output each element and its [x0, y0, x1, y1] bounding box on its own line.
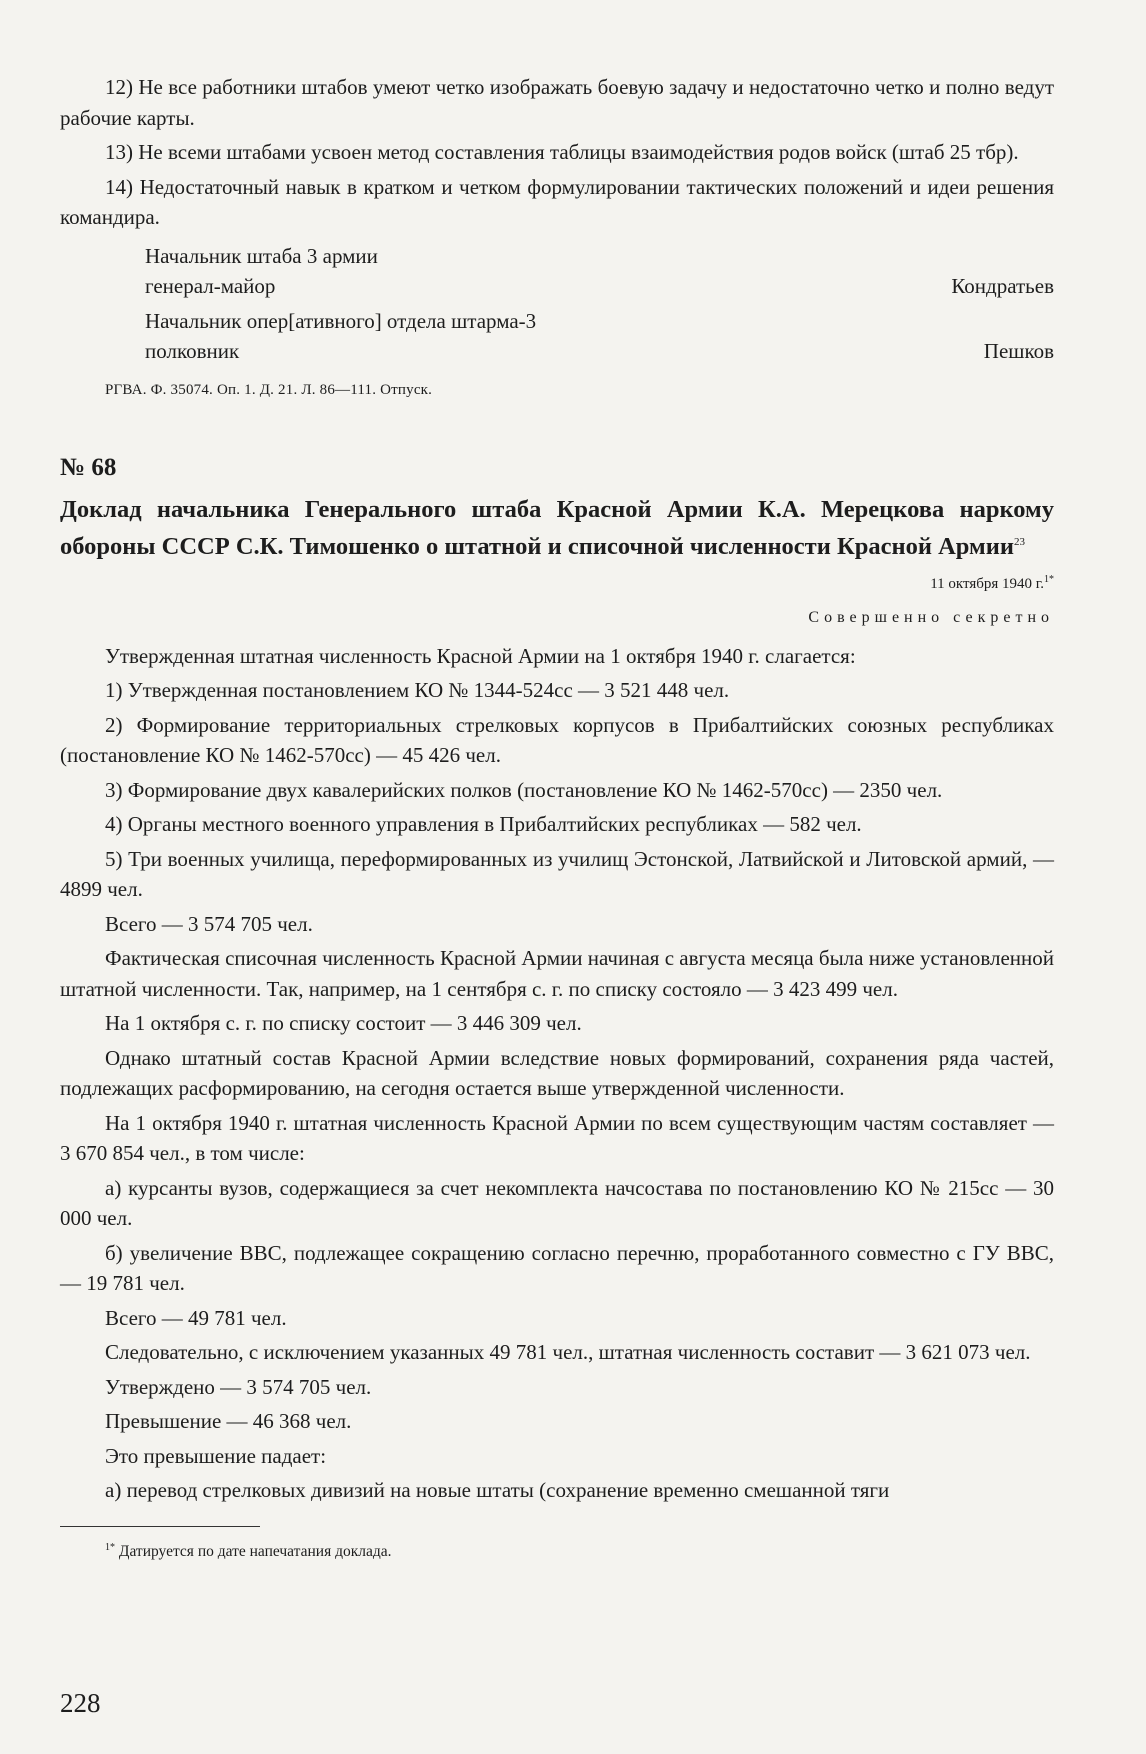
paragraph: Следовательно, с исключением указанных 49 781 чел., штатная численность составит — 3 621 073 чел.	[105, 1340, 1031, 1365]
signature-line-2	[60, 271, 1054, 302]
total-line: Всего — 3 574 705 чел.	[105, 911, 313, 936]
document-title	[60, 493, 1054, 563]
list-item: а) перевод стрелковых дивизий на новые штаты (сохранение временно смешанной тяги	[105, 1478, 890, 1503]
list-item: 1) Утвержденная постановлением КО № 1344-524сс — 3 521 448 чел.	[105, 678, 730, 703]
list-item: 3) Формирование двух кавалерийских полков (постановление КО № 1462-570сс) — 2350 чел.	[105, 777, 943, 802]
item-13: 13) Не всеми штабами усвоен метод составления таблицы взаимодействия родов войск (штаб 25 тбр).	[105, 140, 1019, 164]
paragraph: Утверждено — 3 574 705 чел.	[105, 1374, 372, 1399]
footnote-text: Датируется по дате напечатания доклада.	[118, 1542, 392, 1560]
paragraph: Превышение — 46 368 чел.	[105, 1409, 352, 1434]
signature-line-4	[60, 336, 1054, 367]
signature-name-1: Кондратьев	[951, 274, 1054, 298]
signature-title-1: Начальник штаба 3 армии	[145, 243, 378, 268]
archive-source: РГВА. Ф. 35074. Оп. 1. Д. 21. Л. 86—111. Отпуск.	[105, 381, 433, 398]
footnote-mark: 1*	[105, 1541, 115, 1553]
signature-line-3	[60, 306, 1054, 337]
page-content	[60, 72, 1054, 1563]
date-footnote-ref: 1*	[1044, 573, 1054, 585]
document-date	[60, 569, 1054, 595]
paragraph: На 1 октября с. г. по списку состоит — 3 446 309 чел.	[105, 1011, 582, 1036]
classification-label: Совершенно секретно	[808, 608, 1054, 626]
list-item: 4) Органы местного военного управления в Прибалтийских республиках — 582 чел.	[105, 812, 862, 837]
document-date-text: 11 октября 1940 г.	[930, 575, 1044, 592]
item-12: 12) Не все работники штабов умеют четко изображать боевую задачу и недостаточно четко и полно ведут рабочие карты.	[60, 75, 1054, 130]
signature-rank-2: полковник	[145, 339, 240, 363]
signature-title-2: Начальник опер[ативного] отдела штарма-3	[145, 308, 537, 333]
paragraph: Однако штатный состав Красной Армии вследствие новых формирований, сохранения ряда частей, подлежащих расформированию, на сегодня остается выше утвержденной численности.	[60, 1045, 1054, 1101]
item-14: 14) Недостаточный навык в кратком и четком формулировании тактических положений и идеи решения командира.	[60, 174, 1054, 229]
total-line: Всего — 49 781 чел.	[105, 1305, 287, 1330]
document-title-text: Доклад начальника Генерального штаба Красной Армии К.А. Мерецкова наркому обороны СССР С.К. Тимошенко о штатной и списочной численности Красной Армии	[60, 495, 1054, 560]
document-body	[60, 641, 1054, 1506]
paragraph: Утвержденная штатная численность Красной Армии на 1 октября 1940 г. слагается:	[105, 643, 856, 668]
page-number: 228	[60, 1688, 101, 1718]
list-item: 5) Три военных училища, переформированных из училищ Эстонской, Латвийской и Литовской армий, — 4899 чел.	[60, 846, 1054, 902]
footnote	[60, 1537, 1054, 1563]
paragraph: Фактическая списочная численность Красной Армии начиная с августа месяца была ниже установленной штатной численности. Так, например, на 1 сентября с. г. по списку состояло — 3 423 499 чел.	[60, 946, 1054, 1001]
list-item: а) курсанты вузов, содержащиеся за счет некомплекта начсостава по постановлению КО № 215сс — 30 000 чел.	[60, 1175, 1054, 1231]
signature-line-1	[60, 241, 1054, 272]
paragraph: На 1 октября 1940 г. штатная численность Красной Армии по всем существующим частям составляет — 3 670 854 чел., в том числе:	[60, 1110, 1054, 1166]
paragraph: Это превышение падает:	[105, 1443, 327, 1468]
title-footnote-ref: 23	[1013, 535, 1025, 548]
signature-rank-1: генерал-майор	[145, 274, 276, 298]
list-item: б) увеличение ВВС, подлежащее сокращению согласно перечню, проработанного совместно с ГУ ВВС, — 19 781 чел.	[60, 1240, 1054, 1296]
signature-block	[60, 241, 1054, 367]
footnote-divider	[60, 1526, 260, 1527]
signature-name-2: Пешков	[983, 339, 1054, 363]
document-number: № 68	[60, 453, 117, 481]
list-item: 2) Формирование территориальных стрелковых корпусов в Прибалтийских союзных республиках (постановление КО № 1462-570сс) — 45 426 чел.	[60, 712, 1054, 768]
